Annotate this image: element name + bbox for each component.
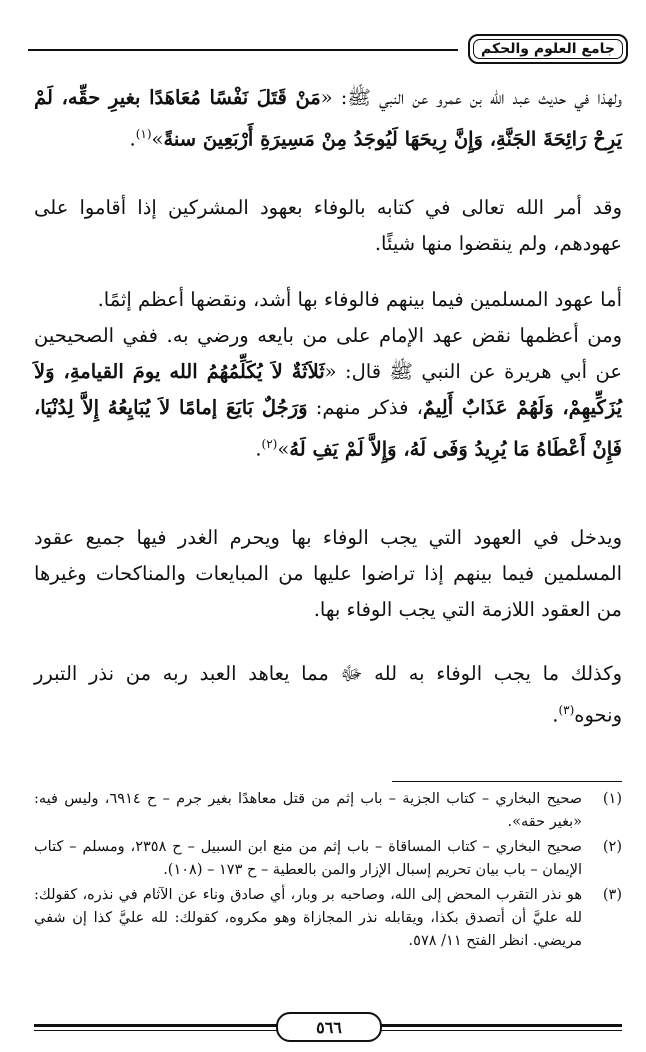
p3-line-1: أما عهود المسلمين فيما بينهم فالوفاء بها أشد، ونقضها أعظم إثمًا. (97, 288, 622, 311)
page-number: ٥٦٦ (276, 1012, 382, 1042)
header-title: جامع العلوم والحكم (480, 41, 615, 57)
hadith-quote-2: ثَلاَثَةٌ لاَ يُكَلِّمُهُمُ الله يومَ القيامةِ، وَلاَ يُزَكِّيهِمْ، وَلَهُمْ عَذَابٌ أَلِيمٌ (34, 360, 623, 419)
p1-intro: ولهذا في حديث عبد الله بن عمرو عن النبي ﷺ: « (320, 86, 622, 109)
p4-text: ويدخل في العهود التي يجب الوفاء بها ويحرم الغدر فيها جميع عقود المسلمين فيما بينهم إذا تراضوا عليها من المبايعات والمناكحات وغيرها من العقود اللازمة التي يجب الوفاء بها. (34, 526, 622, 621)
p3-outro: » (277, 437, 290, 461)
p1-end: . (129, 127, 136, 151)
footnote-separator (392, 781, 622, 782)
footnote-text: صحيح البخاري – كتاب الجزية – باب إثم من قتل معاهدًا بغير جرم – ح ٦٩١٤، وليس فيه: «بغير حقه». (34, 791, 583, 830)
header-title-frame (468, 34, 628, 64)
footnote-ref-3: (٣) (558, 703, 575, 717)
footnotes (34, 788, 622, 953)
paragraph-1 (34, 80, 622, 158)
p3-line-2: ومن أعظمها نقض عهد الإمام على من بايعه ورضي به. ففي الصحيحين عن أبي هريرة عن النبي ﷺ قال: « (34, 324, 622, 383)
p2-text: وقد أمر الله تعالى في كتابه بالوفاء بعهود المشركين إذا أقاموا على عهودهم، ولم ينقضوا منها شيئًا. (34, 196, 622, 255)
footnote-3 (34, 884, 622, 953)
p3-mid: ، فذكر منهم: (307, 396, 423, 419)
footnote-number: (٢) (602, 839, 622, 855)
footnote-text: صحيح البخاري – كتاب المساقاة – باب إثم من منع ابن السبيل – ح ٢٣٥٨، ومسلم – كتاب الإيمان – باب بيان تحريم إسبال الإزار والمن بالعطية – ح ١٧٣ – (١٠٨). (34, 839, 582, 878)
p5-text: وكذلك ما يجب الوفاء به لله ﷻ مما يعاهد العبد ربه من نذر التبرر ونحوه (34, 662, 622, 727)
p3-end: . (255, 437, 262, 461)
p1-outro: » (151, 127, 164, 151)
paragraph-5 (34, 656, 622, 734)
footnote-number: (١) (602, 791, 622, 807)
paragraph-4 (34, 520, 622, 628)
header-rule (28, 49, 458, 51)
footnote-2 (34, 836, 622, 882)
footnote-ref-1: (١) (135, 127, 152, 141)
paragraph-3 (34, 282, 622, 468)
paragraph-2 (34, 190, 622, 262)
footnote-ref-2: (٢) (261, 437, 278, 451)
p5-end: . (552, 703, 559, 727)
hadith-quote-1: مَنْ قَتَلَ نَفْسًا مُعَاهَدًا بغيرِ حقِّه، لَمْ يَرِحْ رَائِحَةَ الجَنَّةِ، وَإِنَّ رِيحَهَا لَيُوجَدُ مِنْ مَسِيرَةِ أَرْبَعِينَ سنةً (34, 86, 622, 151)
footnote-text: هو نذر التقرب المحض إلى الله، وصاحبه بر وبار، أي صادق وناء عن الآثام في نذره، كقولك: لله عليَّ أن أتصدق بكذا، ويقابله نذر المجازاة وهو مكروه، كقولك: لله عليَّ كذا إن شفي مريضي. انظر الفتح ١١/ ٥٧٨. (34, 887, 582, 949)
running-header (28, 34, 628, 68)
footnote-number: (٣) (602, 887, 622, 903)
footnote-1 (34, 788, 622, 834)
hadith-quote-3: وَرَجُلٌ بَايَعَ إمامًا لاَ يُبَايِعُهُ إِلاَّ لِدُنْيَا، فَإِنْ أَعْطَاهُ مَا يُرِيدُ وَفَى لَهُ، وَإِلاَّ لَمْ يَفِ لَهُ (34, 396, 622, 461)
page-footer (34, 1010, 622, 1046)
